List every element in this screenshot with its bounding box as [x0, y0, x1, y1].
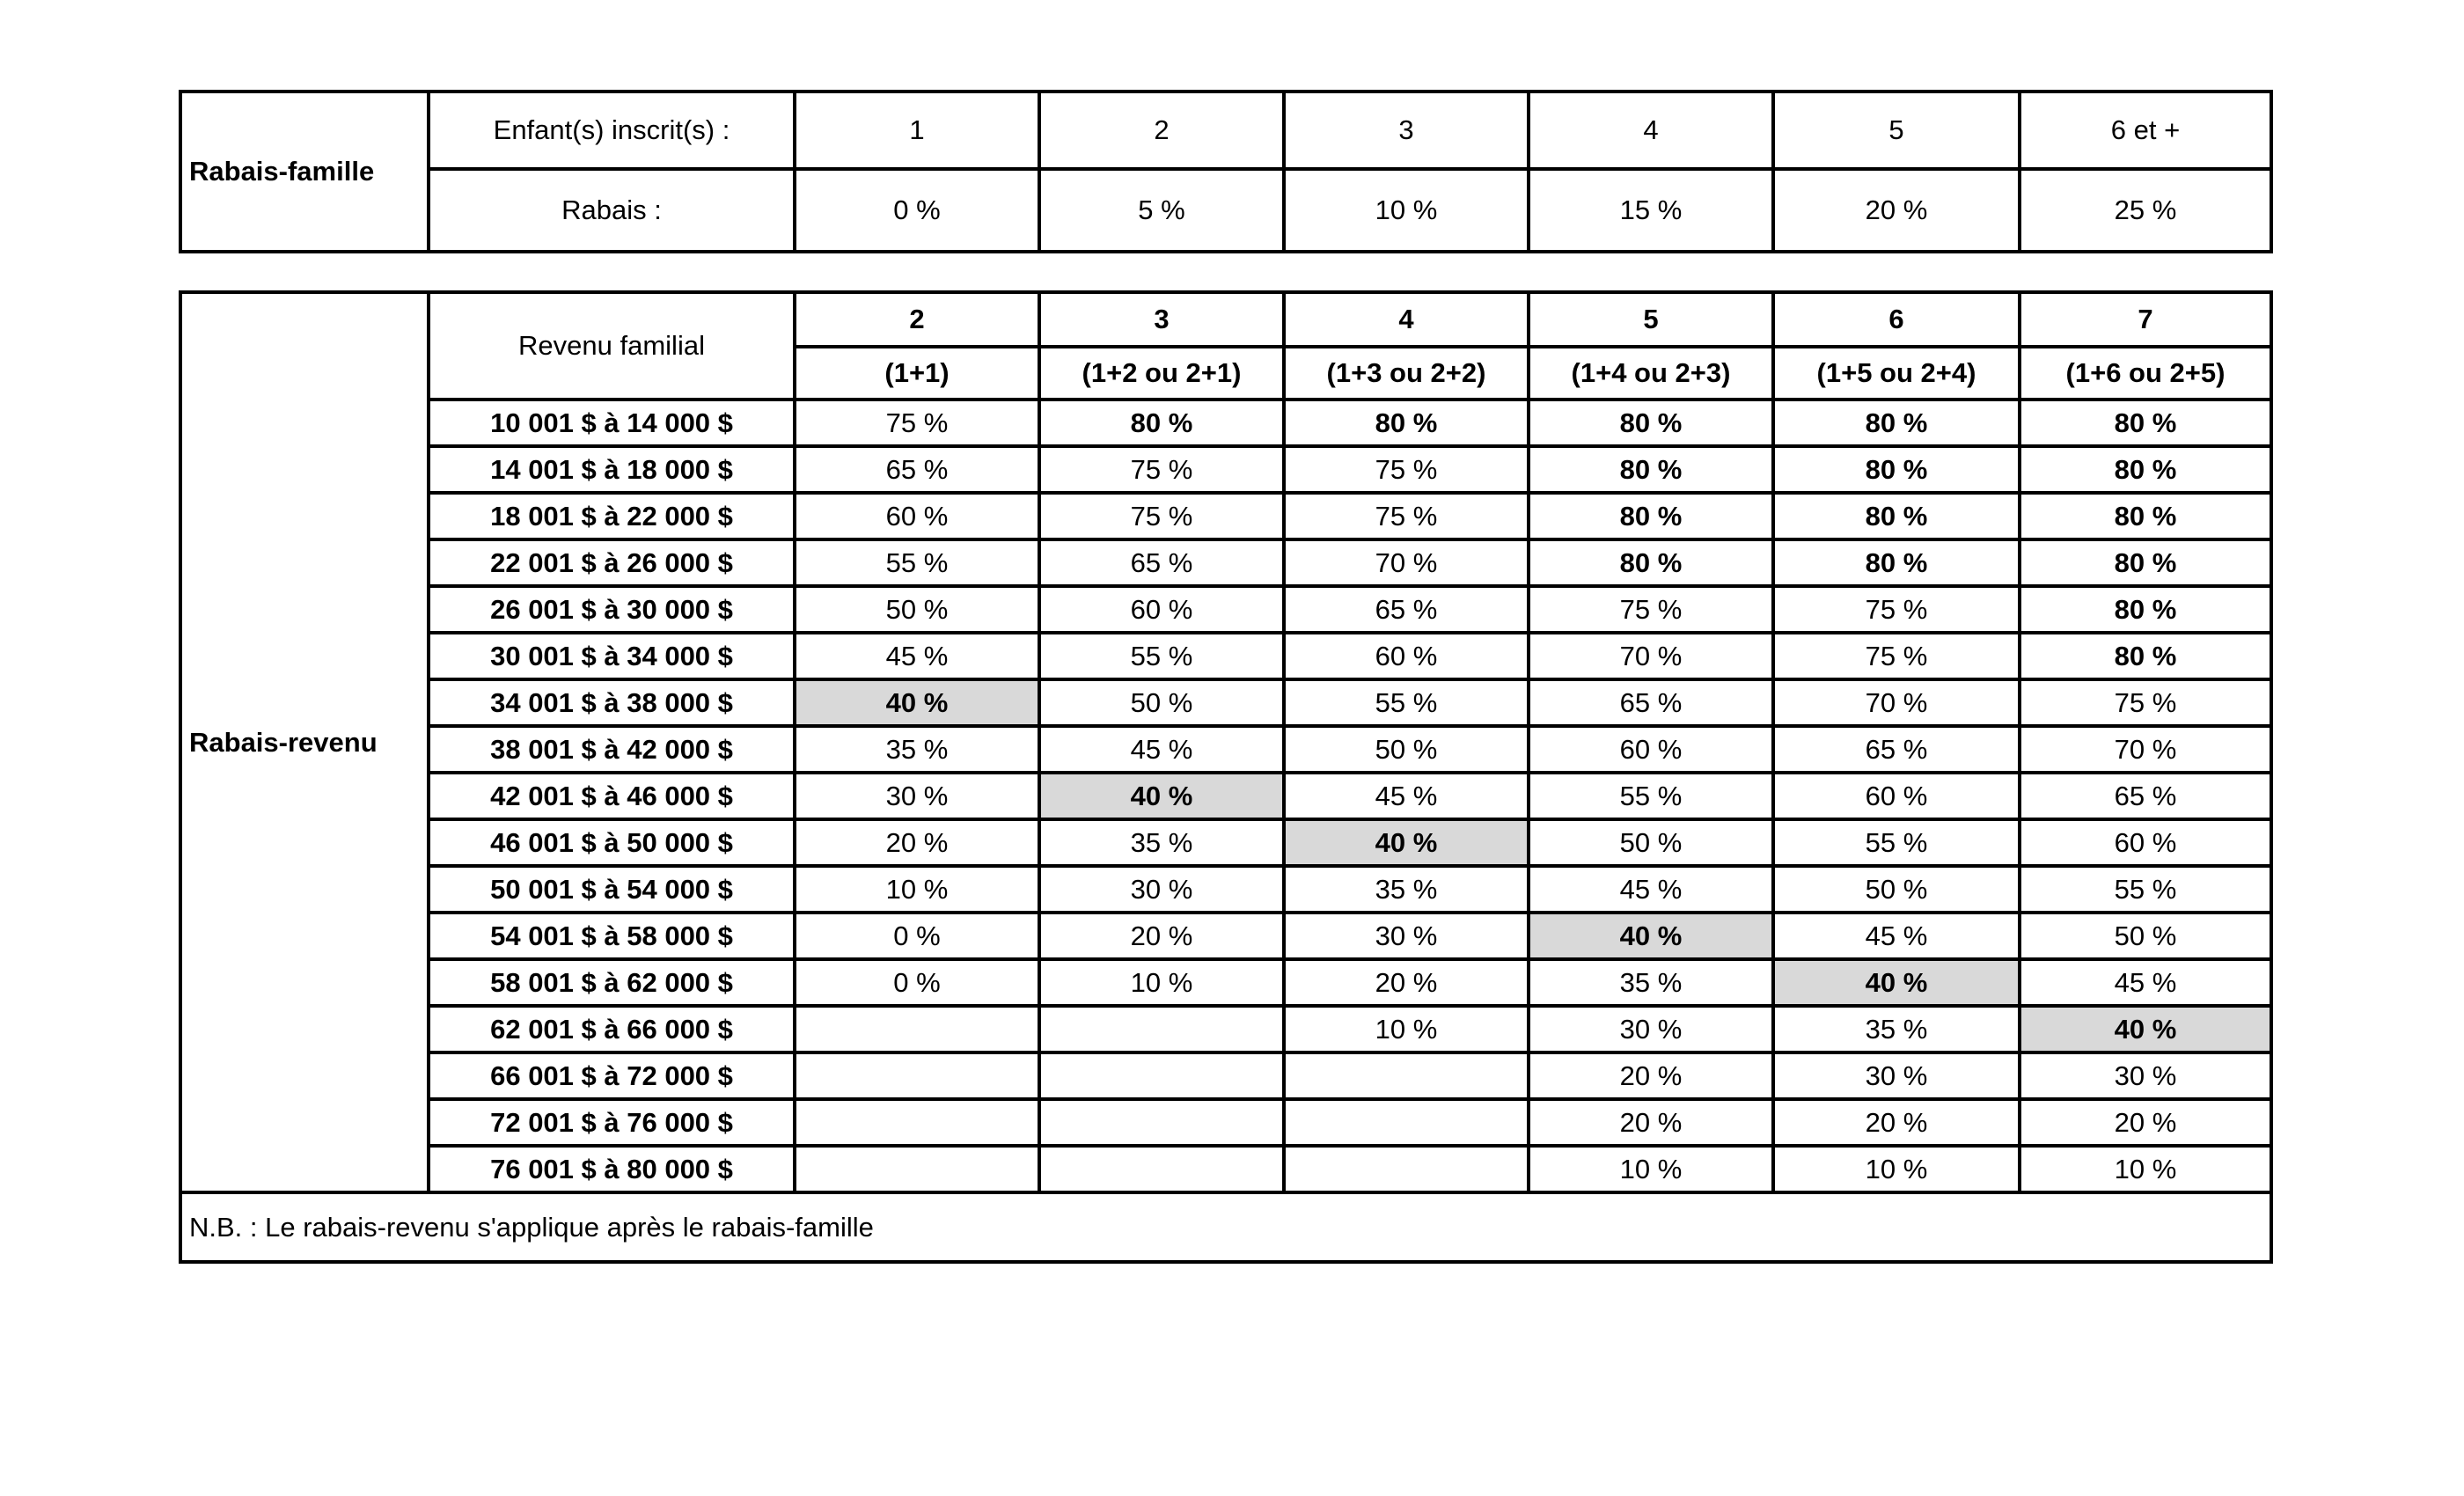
children-count-cell: 5 [1773, 92, 2020, 169]
income-rebate-cell: 35 % [795, 726, 1039, 773]
income-rebate-cell: 40 % [1773, 959, 2020, 1006]
income-range-cell: 76 001 $ à 80 000 $ [429, 1146, 795, 1192]
table-row [180, 400, 2271, 446]
income-rebate-cell: 50 % [1773, 866, 2020, 913]
income-rebate-cell: 65 % [2020, 773, 2271, 819]
table-row [180, 959, 2271, 1006]
table-row [180, 726, 2271, 773]
income-rebate-cell: 20 % [1529, 1052, 1773, 1099]
income-rebate-cell: 55 % [1284, 679, 1529, 726]
income-range-cell: 62 001 $ à 66 000 $ [429, 1006, 795, 1052]
income-rebate-cell [1039, 1006, 1284, 1052]
income-range-cell: 46 001 $ à 50 000 $ [429, 819, 795, 866]
income-rebate-cell: 70 % [1529, 633, 1773, 679]
income-range-cell: 14 001 $ à 18 000 $ [429, 446, 795, 493]
income-rebate-cell: 80 % [2020, 633, 2271, 679]
income-rebate-cell: 30 % [1039, 866, 1284, 913]
income-rebate-cell: 50 % [1529, 819, 1773, 866]
income-rebate-cell: 40 % [1529, 913, 1773, 959]
income-rebate-cell: 75 % [1529, 586, 1773, 633]
income-range-cell: 72 001 $ à 76 000 $ [429, 1099, 795, 1146]
income-rebate-cell: 70 % [1773, 679, 2020, 726]
income-rebate-cell: 60 % [2020, 819, 2271, 866]
income-rebate-cell: 50 % [795, 586, 1039, 633]
income-rebate-cell [1039, 1146, 1284, 1192]
income-rebate-cell [1284, 1146, 1529, 1192]
table-row [180, 866, 2271, 913]
income-rebate-cell: 50 % [1039, 679, 1284, 726]
income-rebate-cell: 30 % [795, 773, 1039, 819]
income-rebate-cell [795, 1006, 1039, 1052]
table-row [180, 773, 2271, 819]
income-rebate-cell: 55 % [2020, 866, 2271, 913]
income-rebate-cell: 60 % [795, 493, 1039, 539]
income-rebate-cell [795, 1099, 1039, 1146]
family-size-header: 5 [1529, 292, 1773, 347]
table-row [180, 446, 2271, 493]
income-range-cell: 38 001 $ à 42 000 $ [429, 726, 795, 773]
children-count-cell: 6 et + [2020, 92, 2271, 169]
family-composition-header: (1+4 ou 2+3) [1529, 347, 1773, 400]
income-range-cell: 10 001 $ à 14 000 $ [429, 400, 795, 446]
family-rebate-value: 5 % [1039, 169, 1284, 252]
family-composition-header: (1+6 ou 2+5) [2020, 347, 2271, 400]
income-rebate-cell: 30 % [1529, 1006, 1773, 1052]
income-rebate-cell: 80 % [2020, 400, 2271, 446]
income-rebate-cell [1039, 1099, 1284, 1146]
income-rebate-cell: 75 % [795, 400, 1039, 446]
income-rebate-cell: 45 % [1773, 913, 2020, 959]
income-rebate-cell: 50 % [1284, 726, 1529, 773]
income-rebate-cell: 75 % [1039, 493, 1284, 539]
income-rebate-title: Rabais-revenu [180, 292, 429, 1192]
family-composition-header: (1+1) [795, 347, 1039, 400]
children-enrolled-label: Enfant(s) inscrit(s) : [429, 92, 795, 169]
family-rebate-value: 25 % [2020, 169, 2271, 252]
income-rebate-cell: 10 % [795, 866, 1039, 913]
income-rebate-cell: 35 % [1773, 1006, 2020, 1052]
table-row [180, 586, 2271, 633]
income-range-cell: 66 001 $ à 72 000 $ [429, 1052, 795, 1099]
income-rebate-cell: 45 % [1039, 726, 1284, 773]
income-rebate-cell: 70 % [1284, 539, 1529, 586]
income-rebate-cell: 20 % [1284, 959, 1529, 1006]
income-rebate-cell: 45 % [1284, 773, 1529, 819]
income-range-cell: 58 001 $ à 62 000 $ [429, 959, 795, 1006]
income-rebate-cell: 80 % [1284, 400, 1529, 446]
income-rebate-cell [1284, 1052, 1529, 1099]
income-rebate-cell: 75 % [1773, 633, 2020, 679]
income-rebate-cell: 65 % [1773, 726, 2020, 773]
income-rebate-cell [795, 1146, 1039, 1192]
income-rebate-cell: 75 % [2020, 679, 2271, 726]
income-rebate-cell: 55 % [1773, 819, 2020, 866]
table-row [180, 1006, 2271, 1052]
income-rebate-cell: 10 % [1773, 1146, 2020, 1192]
family-rebate-value: 0 % [795, 169, 1039, 252]
income-rebate-cell: 65 % [1039, 539, 1284, 586]
family-income-header: Revenu familial [429, 292, 795, 400]
income-rebate-cell: 45 % [1529, 866, 1773, 913]
income-rebate-cell [1284, 1099, 1529, 1146]
income-rebate-cell: 80 % [2020, 493, 2271, 539]
footnote: N.B. : Le rabais-revenu s'applique après le rabais-famille [180, 1192, 2271, 1262]
income-rebate-cell: 20 % [1039, 913, 1284, 959]
income-rebate-cell: 75 % [1039, 446, 1284, 493]
income-range-cell: 34 001 $ à 38 000 $ [429, 679, 795, 726]
table-row [180, 819, 2271, 866]
income-rebate-cell: 80 % [1529, 539, 1773, 586]
income-rebate-cell: 65 % [795, 446, 1039, 493]
income-rebate-cell: 55 % [1529, 773, 1773, 819]
family-rebate-value: 15 % [1529, 169, 1773, 252]
family-composition-header: (1+2 ou 2+1) [1039, 347, 1284, 400]
table-row [180, 493, 2271, 539]
children-count-cell: 2 [1039, 92, 1284, 169]
income-rebate-cell: 75 % [1773, 586, 2020, 633]
income-rebate-cell: 55 % [795, 539, 1039, 586]
family-composition-header: (1+5 ou 2+4) [1773, 347, 2020, 400]
income-rebate-cell: 0 % [795, 959, 1039, 1006]
income-rebate-cell: 50 % [2020, 913, 2271, 959]
table-row [180, 1146, 2271, 1192]
income-rebate-cell: 80 % [2020, 586, 2271, 633]
income-rebate-cell: 70 % [2020, 726, 2271, 773]
income-rebate-cell: 20 % [795, 819, 1039, 866]
income-rebate-cell: 20 % [2020, 1099, 2271, 1146]
income-rebate-cell: 80 % [1529, 400, 1773, 446]
income-rebate-cell: 40 % [1039, 773, 1284, 819]
family-rebate-value: 20 % [1773, 169, 2020, 252]
family-size-header: 3 [1039, 292, 1284, 347]
income-rebate-cell: 30 % [1773, 1052, 2020, 1099]
income-rebate-cell [795, 1052, 1039, 1099]
children-count-cell: 1 [795, 92, 1039, 169]
income-range-cell: 22 001 $ à 26 000 $ [429, 539, 795, 586]
income-rebate-cell: 40 % [795, 679, 1039, 726]
income-rebate-cell: 80 % [2020, 446, 2271, 493]
income-rebate-cell: 10 % [2020, 1146, 2271, 1192]
family-size-header: 6 [1773, 292, 2020, 347]
income-rebate-cell: 65 % [1529, 679, 1773, 726]
income-rebate-cell: 45 % [795, 633, 1039, 679]
income-rebate-cell: 10 % [1529, 1146, 1773, 1192]
family-rebate-value: 10 % [1284, 169, 1529, 252]
income-rebate-cell: 80 % [1773, 400, 2020, 446]
table-row [180, 679, 2271, 726]
income-rebate-cell: 80 % [1529, 493, 1773, 539]
income-rebate-cell: 80 % [2020, 539, 2271, 586]
table-row [180, 1099, 2271, 1146]
income-rebate-cell: 80 % [1039, 400, 1284, 446]
family-size-header: 4 [1284, 292, 1529, 347]
income-rebate-cell: 65 % [1284, 586, 1529, 633]
income-rebate-cell: 30 % [2020, 1052, 2271, 1099]
income-rebate-cell: 30 % [1284, 913, 1529, 959]
income-rebate-cell [1039, 1052, 1284, 1099]
income-range-cell: 18 001 $ à 22 000 $ [429, 493, 795, 539]
income-rebate-cell: 80 % [1529, 446, 1773, 493]
table-row [180, 1052, 2271, 1099]
rebate-label: Rabais : [429, 169, 795, 252]
family-rebate-table [179, 90, 2273, 253]
income-rebate-cell: 75 % [1284, 446, 1529, 493]
family-rebate-title: Rabais-famille [180, 92, 429, 252]
income-rebate-cell: 10 % [1039, 959, 1284, 1006]
family-size-header: 7 [2020, 292, 2271, 347]
income-rebate-cell: 60 % [1284, 633, 1529, 679]
income-rebate-cell: 35 % [1284, 866, 1529, 913]
income-rebate-cell: 20 % [1773, 1099, 2020, 1146]
children-count-cell: 4 [1529, 92, 1773, 169]
children-count-cell: 3 [1284, 92, 1529, 169]
income-rebate-cell: 75 % [1284, 493, 1529, 539]
income-rebate-cell: 35 % [1529, 959, 1773, 1006]
table-row [180, 539, 2271, 586]
income-rebate-cell: 60 % [1773, 773, 2020, 819]
income-rebate-cell: 80 % [1773, 539, 2020, 586]
family-size-header: 2 [795, 292, 1039, 347]
income-rebate-cell: 10 % [1284, 1006, 1529, 1052]
income-rebate-cell: 20 % [1529, 1099, 1773, 1146]
income-range-cell: 50 001 $ à 54 000 $ [429, 866, 795, 913]
income-rebate-cell: 80 % [1773, 446, 2020, 493]
income-rebate-cell: 40 % [1284, 819, 1529, 866]
income-rebate-cell: 40 % [2020, 1006, 2271, 1052]
income-rebate-cell: 80 % [1773, 493, 2020, 539]
income-rebate-cell: 45 % [2020, 959, 2271, 1006]
family-composition-header: (1+3 ou 2+2) [1284, 347, 1529, 400]
income-rebate-cell: 60 % [1039, 586, 1284, 633]
income-rebate-cell: 35 % [1039, 819, 1284, 866]
income-rebate-table [179, 290, 2273, 1264]
table-row [180, 913, 2271, 959]
table-row [180, 633, 2271, 679]
income-range-cell: 26 001 $ à 30 000 $ [429, 586, 795, 633]
income-range-cell: 30 001 $ à 34 000 $ [429, 633, 795, 679]
income-range-cell: 54 001 $ à 58 000 $ [429, 913, 795, 959]
income-rebate-cell: 55 % [1039, 633, 1284, 679]
income-rebate-cell: 60 % [1529, 726, 1773, 773]
income-range-cell: 42 001 $ à 46 000 $ [429, 773, 795, 819]
income-rebate-cell: 0 % [795, 913, 1039, 959]
